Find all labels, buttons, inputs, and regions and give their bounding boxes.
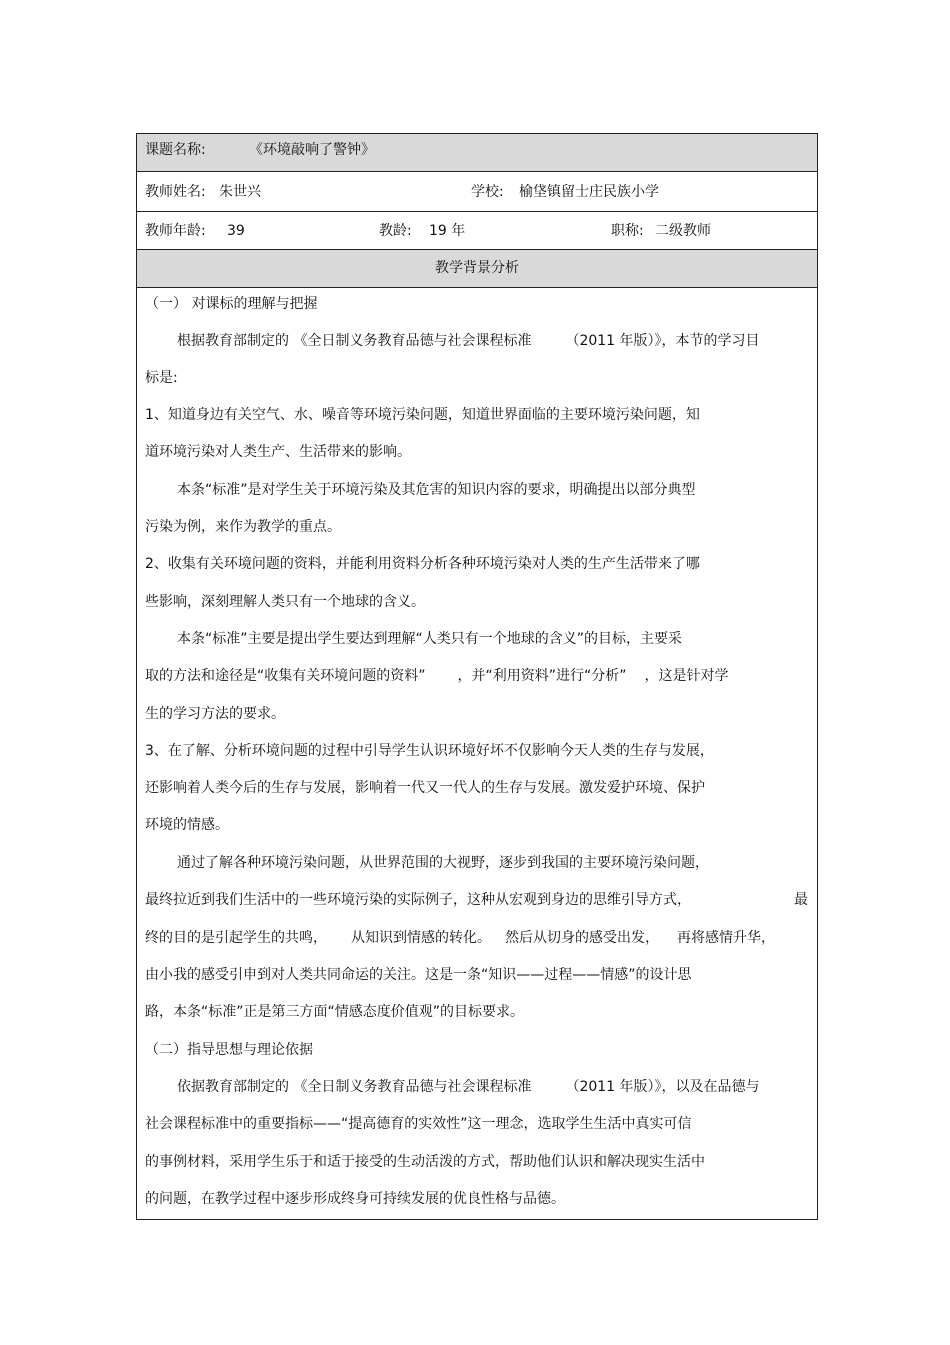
paragraph-line: 标是: bbox=[145, 370, 178, 386]
paragraph-line: 污染为例，来作为教学的重点。 bbox=[145, 519, 341, 535]
paragraph-line: 生的学习方法的要求。 bbox=[145, 706, 285, 722]
teacher-row bbox=[137, 172, 817, 212]
lesson-plan-table bbox=[136, 133, 818, 1220]
paragraph-line: 3、在了解、分析环境问题的过程中引导学生认识环境好坏不仅影响今天人类的生存与发展， bbox=[145, 743, 714, 759]
age-value: 39 bbox=[227, 223, 245, 239]
age-row bbox=[137, 212, 817, 250]
paragraph-line: 环境的情感。 bbox=[145, 817, 229, 833]
analysis-body bbox=[137, 288, 817, 1219]
topic-label: 课题名称: bbox=[145, 142, 206, 158]
school-label: 学校: bbox=[471, 184, 504, 200]
subheading-1: （一） 对课标的理解与把握 bbox=[145, 296, 318, 312]
paragraph-line: 社会课程标准中的重要指标——“提高德育的实效性”这一理念，选取学生生活中真实可信 bbox=[145, 1116, 692, 1132]
school-value: 榆垡镇留士庄民族小学 bbox=[519, 184, 659, 200]
paragraph-line: 本条“标准”是对学生关于环境污染及其危害的知识内容的要求，明确提出以部分典型 bbox=[177, 482, 696, 498]
paragraph-line: 终的目的是引起学生的共鸣， 从知识到情感的转化。 然后从切身的感受出发， 再将感情升华， bbox=[145, 930, 775, 946]
paragraph-line: 本条“标准”主要是提出学生要达到理解“人类只有一个地球的含义”的目标，主要采 bbox=[177, 631, 683, 647]
teacher-value: 朱世兴 bbox=[219, 184, 261, 200]
paragraph-line: 的问题，在教学过程中逐步形成终身可持续发展的优良性格与品德。 bbox=[145, 1191, 565, 1207]
subheading-2: （二）指导思想与理论依据 bbox=[145, 1042, 313, 1058]
paragraph-line: 还影响着人类今后的生存与发展，影响着一代又一代人的生存与发展。激发爱护环境、保护 bbox=[145, 780, 705, 796]
paragraph-line: 通过了解各种环境污染问题，从世界范围的大视野，逐步到我国的主要环境污染问题， bbox=[177, 855, 709, 871]
section-title: 教学背景分析 bbox=[435, 260, 519, 276]
paragraph-line-tail: 最 bbox=[794, 892, 808, 908]
teaching-years-value: 19 年 bbox=[429, 223, 466, 239]
job-title-value: 二级教师 bbox=[655, 223, 711, 239]
paragraph-line: 2、收集有关环境问题的资料，并能利用资料分析各种环境污染对人类的生产生活带来了哪 bbox=[145, 556, 700, 572]
age-label: 教师年龄: bbox=[145, 223, 206, 239]
paragraph-line: 最终拉近到我们生活中的一些环境污染的实际例子，这种从宏观到身边的思维引导方式， bbox=[145, 892, 691, 908]
paragraph-line: 依据教育部制定的 《全日制义务教育品德与社会课程标准 （2011 年版）》，以及在品德与 bbox=[177, 1079, 760, 1095]
paragraph-line: 的事例材料，采用学生乐于和适于接受的生动活泼的方式，帮助他们认识和解决现实生活中 bbox=[145, 1154, 705, 1170]
paragraph-line: 1、知道身边有关空气、水、噪音等环境污染问题，知道世界面临的主要环境污染问题，知 bbox=[145, 407, 700, 423]
job-title-label: 职称: bbox=[611, 223, 644, 239]
topic-value: 《环境敲响了警钟》 bbox=[249, 142, 375, 158]
paragraph-line: 取的方法和途径是“收集有关环境问题的资料” ，并“利用资料”进行“分析” ，这是针对学 bbox=[145, 668, 729, 684]
teacher-label: 教师姓名: bbox=[145, 184, 206, 200]
paragraph-line: 根据教育部制定的 《全日制义务教育品德与社会课程标准 （2011 年版）》，本节的学习目 bbox=[177, 333, 760, 349]
topic-row bbox=[137, 134, 817, 172]
teaching-years-label: 教龄: bbox=[379, 223, 412, 239]
paragraph-line: 道环境污染对人类生产、生活带来的影响。 bbox=[145, 444, 411, 460]
paragraph-line: 些影响，深刻理解人类只有一个地球的含义。 bbox=[145, 594, 425, 610]
paragraph-line: 路，本条“标准”正是第三方面“情感态度价值观”的目标要求。 bbox=[145, 1004, 525, 1020]
section-title-row bbox=[137, 250, 817, 288]
paragraph-line: 由小我的感受引申到对人类共同命运的关注。这是一条“知识——过程——情感”的设计思 bbox=[145, 967, 692, 983]
